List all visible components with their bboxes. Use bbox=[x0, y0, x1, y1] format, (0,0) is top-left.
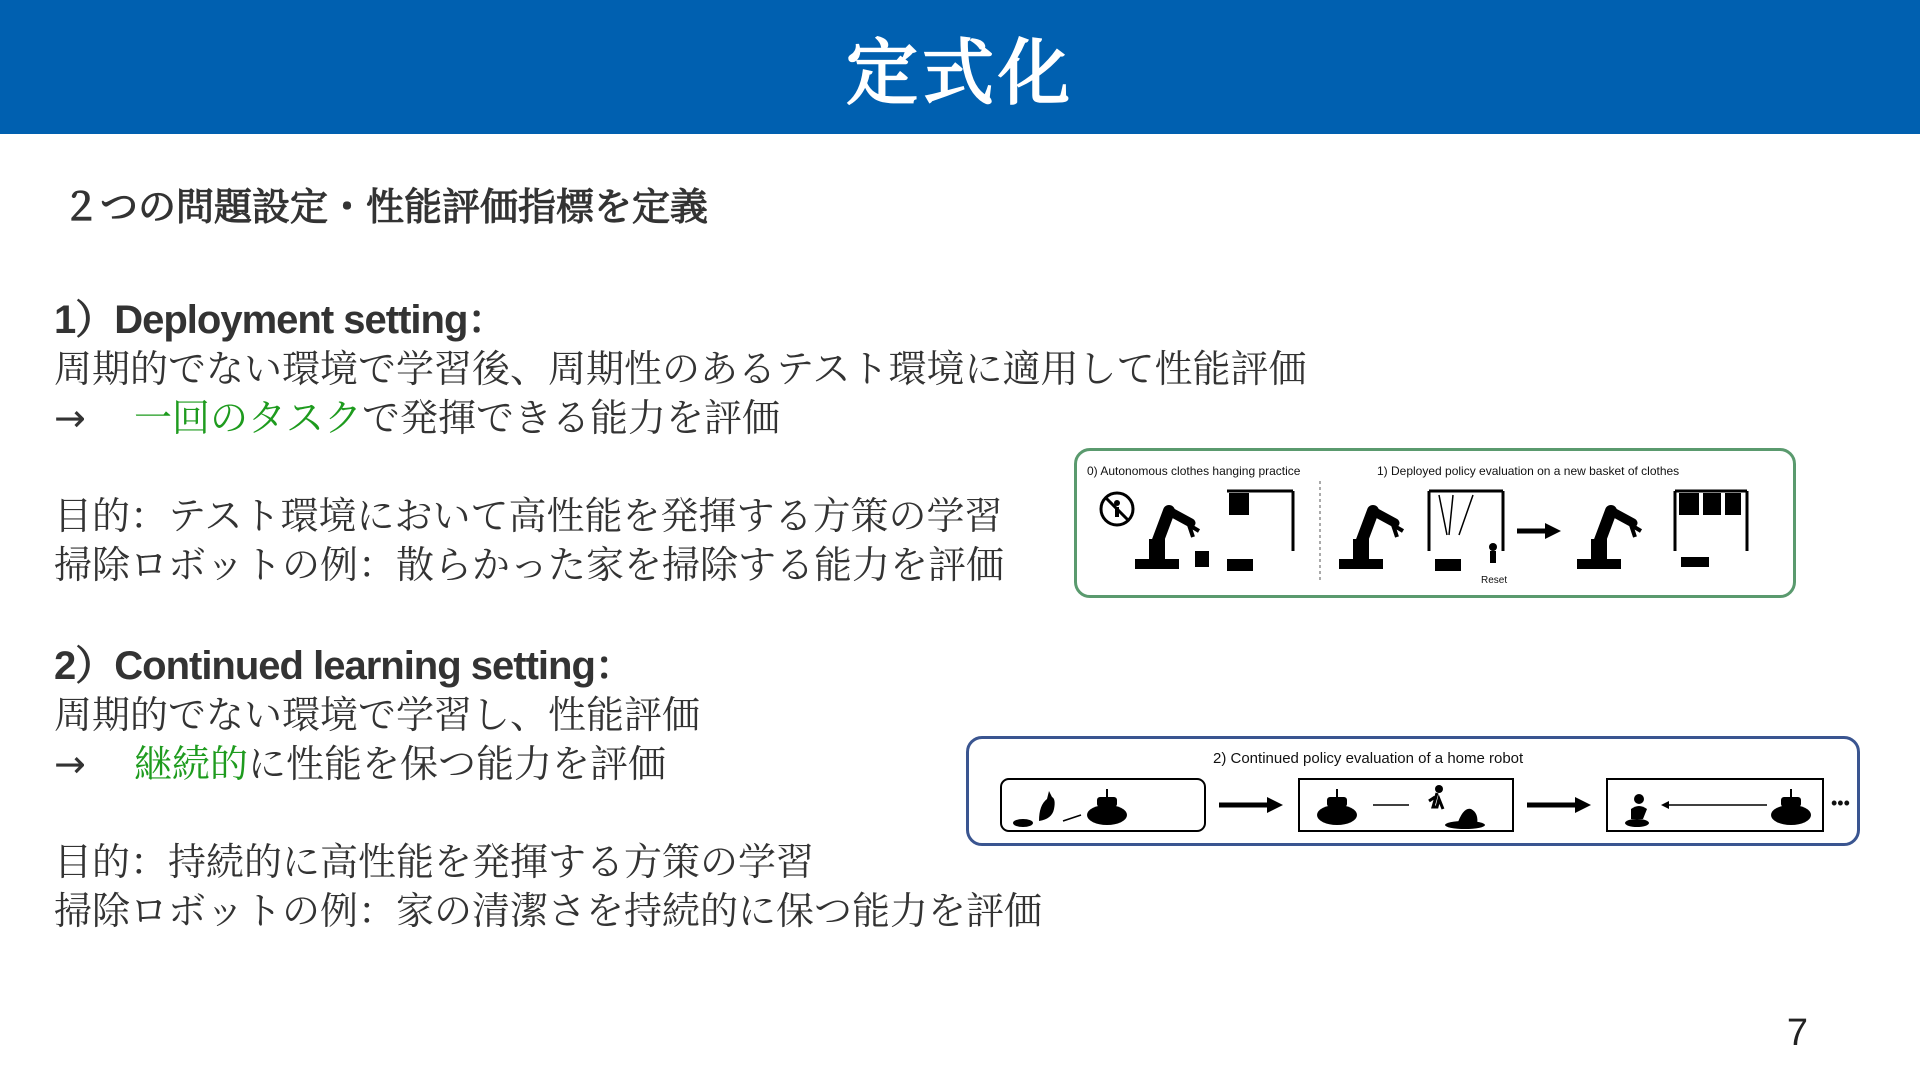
person-spilling-icon bbox=[1429, 785, 1485, 829]
continued-evaluation-line bbox=[54, 740, 1042, 789]
continued-example: 掃除ロボットの例：家の清潔さを持続的に保つ能力を評価 bbox=[54, 889, 1043, 933]
figure1-caption-left: 0) Autonomous clothes hanging practice bbox=[1087, 464, 1301, 478]
leftward-path-icon bbox=[1661, 801, 1767, 809]
figure2-caption: 2) Continued policy evaluation of a home robot bbox=[1213, 750, 1524, 767]
highlight-single-task: 一回のタスク bbox=[134, 396, 363, 440]
continued-learning-section bbox=[54, 642, 1042, 936]
no-human-icon bbox=[1101, 493, 1133, 525]
child-icon bbox=[1625, 794, 1649, 827]
slide-subtitle: ２つの問題設定・性能評価指標を定義 bbox=[62, 185, 709, 229]
page-number: 7 bbox=[1786, 1012, 1808, 1054]
deployment-evaluation-text: で発揮できる能力を評価 bbox=[362, 396, 781, 440]
robot-arm-icon bbox=[1135, 511, 1199, 569]
continued-evaluation-text: に性能を保つ能力を評価 bbox=[248, 742, 667, 786]
cat-icon bbox=[1039, 791, 1055, 821]
deployment-heading: 1）Deployment setting： bbox=[54, 298, 507, 342]
deployment-description: 周期的でない環境で学習後、周期性のあるテスト環境に適用して性能評価 bbox=[54, 347, 1307, 391]
arrow-glyph: → bbox=[54, 742, 86, 786]
clothes-icon bbox=[1195, 551, 1209, 567]
robot-arm-icon bbox=[1339, 511, 1403, 569]
slide-title: 定式化 bbox=[845, 31, 1074, 115]
title-bar bbox=[0, 0, 1920, 134]
deployment-purpose: 目的：テスト環境において高性能を発揮する方策の学習 bbox=[54, 494, 1003, 538]
hung-clothes-rack-icon bbox=[1675, 491, 1747, 567]
right-arrow-icon bbox=[1527, 797, 1591, 813]
robot-vacuum-icon bbox=[1317, 789, 1357, 825]
highlight-continuous: 継続的 bbox=[134, 742, 249, 786]
figure1-caption-right: 1) Deployed policy evaluation on a new basket of clothes bbox=[1377, 464, 1680, 478]
robot-vacuum-icon bbox=[1771, 789, 1811, 825]
continued-learning-figure-graphic bbox=[969, 739, 1857, 843]
reset-clothes-rack-icon bbox=[1429, 491, 1503, 571]
arrow-glyph: → bbox=[54, 396, 86, 440]
deployment-evaluation-line bbox=[54, 394, 1306, 443]
continued-purpose: 目的：持続的に高性能を発揮する方策の学習 bbox=[54, 840, 815, 884]
deployment-figure-graphic bbox=[1077, 451, 1793, 595]
right-arrow-icon bbox=[1219, 797, 1283, 813]
right-arrow-icon bbox=[1517, 523, 1561, 539]
ellipsis: ••• bbox=[1831, 793, 1850, 813]
deployment-figure bbox=[1074, 448, 1796, 598]
clothes-rack-icon bbox=[1227, 491, 1293, 551]
reset-label: Reset bbox=[1481, 575, 1508, 586]
basket-icon bbox=[1227, 559, 1253, 571]
continued-heading: 2）Continued learning setting： bbox=[54, 644, 634, 688]
continued-description: 周期的でない環境で学習し、性能評価 bbox=[54, 693, 701, 737]
robot-vacuum-icon bbox=[1087, 789, 1127, 825]
deployment-example: 掃除ロボットの例：散らかった家を掃除する能力を評価 bbox=[54, 543, 1005, 587]
continued-learning-figure bbox=[966, 736, 1860, 846]
robot-arm-icon bbox=[1577, 511, 1641, 569]
